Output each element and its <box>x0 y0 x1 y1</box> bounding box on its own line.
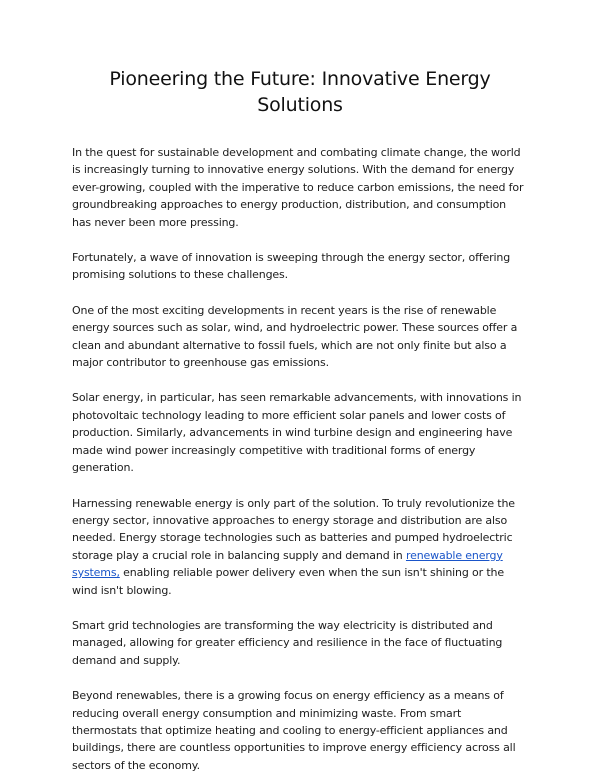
paragraph-storage <box>72 495 528 599</box>
renewable-energy-systems-link[interactable]: renewable energy systems, <box>72 548 503 580</box>
storage-text-before-link: Harnessing renewable energy is only part of the solution. To truly revolutionize the energy sector, innovative approaches to energy storage and distribution are also needed. Energy storage technologies such as batteries and pumped hydroelectric storage play a crucial role in balancing supply and demand in <box>72 496 515 562</box>
paragraph-efficiency: Beyond renewables, there is a growing focus on energy efficiency as a means of reducing overall energy consumption and minimizing waste. From smart thermostats that optimize heating and cooling to energy-efficient appliances and buildings, there are countless opportunities to improve energy efficiency across all sectors of the economy. <box>72 689 516 772</box>
paragraph-solar-wind: Solar energy, in particular, has seen remarkable advancements, with innovations in photovoltaic technology leading to more efficient solar panels and lower costs of production. Similarly, advancements in wind turbine design and engineering have made wind power increasingly competitive with traditional forms of energy generation. <box>72 391 522 475</box>
paragraph-innovation-wave: Fortunately, a wave of innovation is sweeping through the energy sector, offering promising solutions to these challenges. <box>72 251 511 282</box>
paragraph-smart-grid: Smart grid technologies are transforming the way electricity is distributed and managed, allowing for greater efficiency and resilience in the face of fluctuating demand and supply. <box>72 618 503 667</box>
paragraph-renewables: One of the most exciting developments in recent years is the rise of renewable energy sources such as solar, wind, and hydroelectric power. These sources offer a clean and abundant alternative to fossil fuels, which are not only finite but also a major contributor to greenhouse gas emissions. <box>72 303 518 370</box>
storage-text-after-link: enabling reliable power delivery even when the sun isn't shining or the wind isn't blowing. <box>72 566 504 597</box>
document-title: Pioneering the Future: Innovative Energy Solutions <box>109 68 491 116</box>
paragraph-intro: In the quest for sustainable development and combating climate change, the world is increasingly turning to innovative energy solutions. With the demand for energy ever-growing, coupled with the imperative to reduce carbon emissions, the need for groundbreaking approaches to energy production, distribution, and consumption has never been more pressing. <box>72 146 524 229</box>
